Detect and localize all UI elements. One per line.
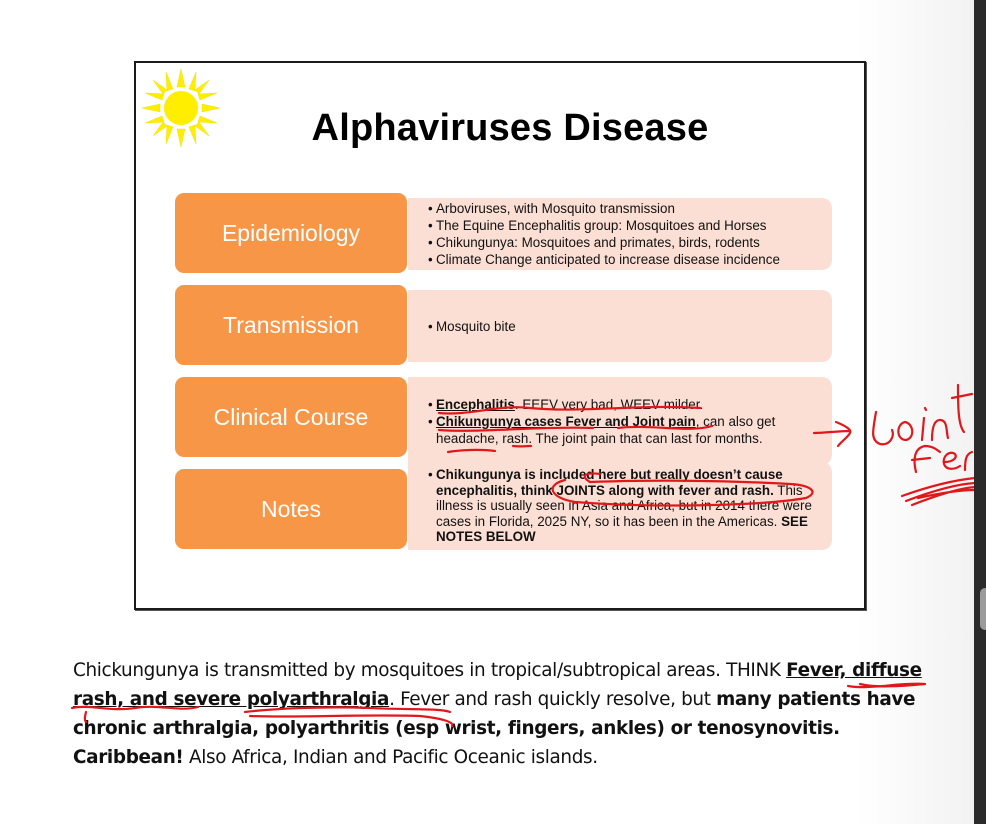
row-label: Notes: [174, 468, 408, 550]
scrollbar-thumb[interactable]: [980, 588, 986, 630]
bullet-item: • Chikungunya cases Fever and Joint pain, can also get headache, rash. The joint pain that can last for months.: [428, 413, 822, 447]
notes-paragraph-2: Caribbean! Also Africa, Indian and Pacific Oceanic islands.: [73, 747, 598, 768]
row-content: [408, 290, 832, 362]
notes-paragraph-1: Chickungunya is transmitted by mosquitoes in tropical/subtropical areas. THINK Fever, diffuse rash, and severe polyarthralgia. Fever and rash quickly resolve, but many patients have chronic arthralgia, polyarthritis (esp wrist, fingers, ankles) or tenosynovitis.: [73, 660, 922, 739]
row-content: [408, 377, 832, 465]
bullet-item: • The Equine Encephalitis group: Mosquitoes and Horses: [428, 217, 822, 234]
bullet-item: • Encephalitis. EEEV very bad, WEEV milder.: [428, 396, 822, 413]
scrollbar-track[interactable]: [974, 0, 986, 824]
speaker-notes: [73, 656, 943, 772]
row-label: Epidemiology: [174, 192, 408, 274]
row-content: [408, 462, 832, 550]
bullet-item: • Chikungunya: Mosquitoes and primates, birds, rodents: [428, 234, 822, 251]
row-label: Transmission: [174, 284, 408, 366]
bullet-item: • Climate Change anticipated to increase disease incidence: [428, 251, 822, 268]
row-label: Clinical Course: [174, 376, 408, 458]
bullet-item: • Mosquito bite: [428, 318, 822, 335]
row-content: [408, 198, 832, 270]
slide-image: [134, 61, 866, 610]
bullet-item: • Chikungunya is included here but really doesn’t cause encephalitis, think JOINTS along with fever and rash. This illness is usually seen in Asia and Africa, but in 2014 there were cases in Florida, 2025 NY, so it has been in the Americas. SEE NOTES BELOW: [428, 467, 822, 545]
slide-title: Alphaviruses Disease: [311, 107, 709, 149]
bullet-item: • Arboviruses, with Mosquito transmission: [428, 200, 822, 217]
